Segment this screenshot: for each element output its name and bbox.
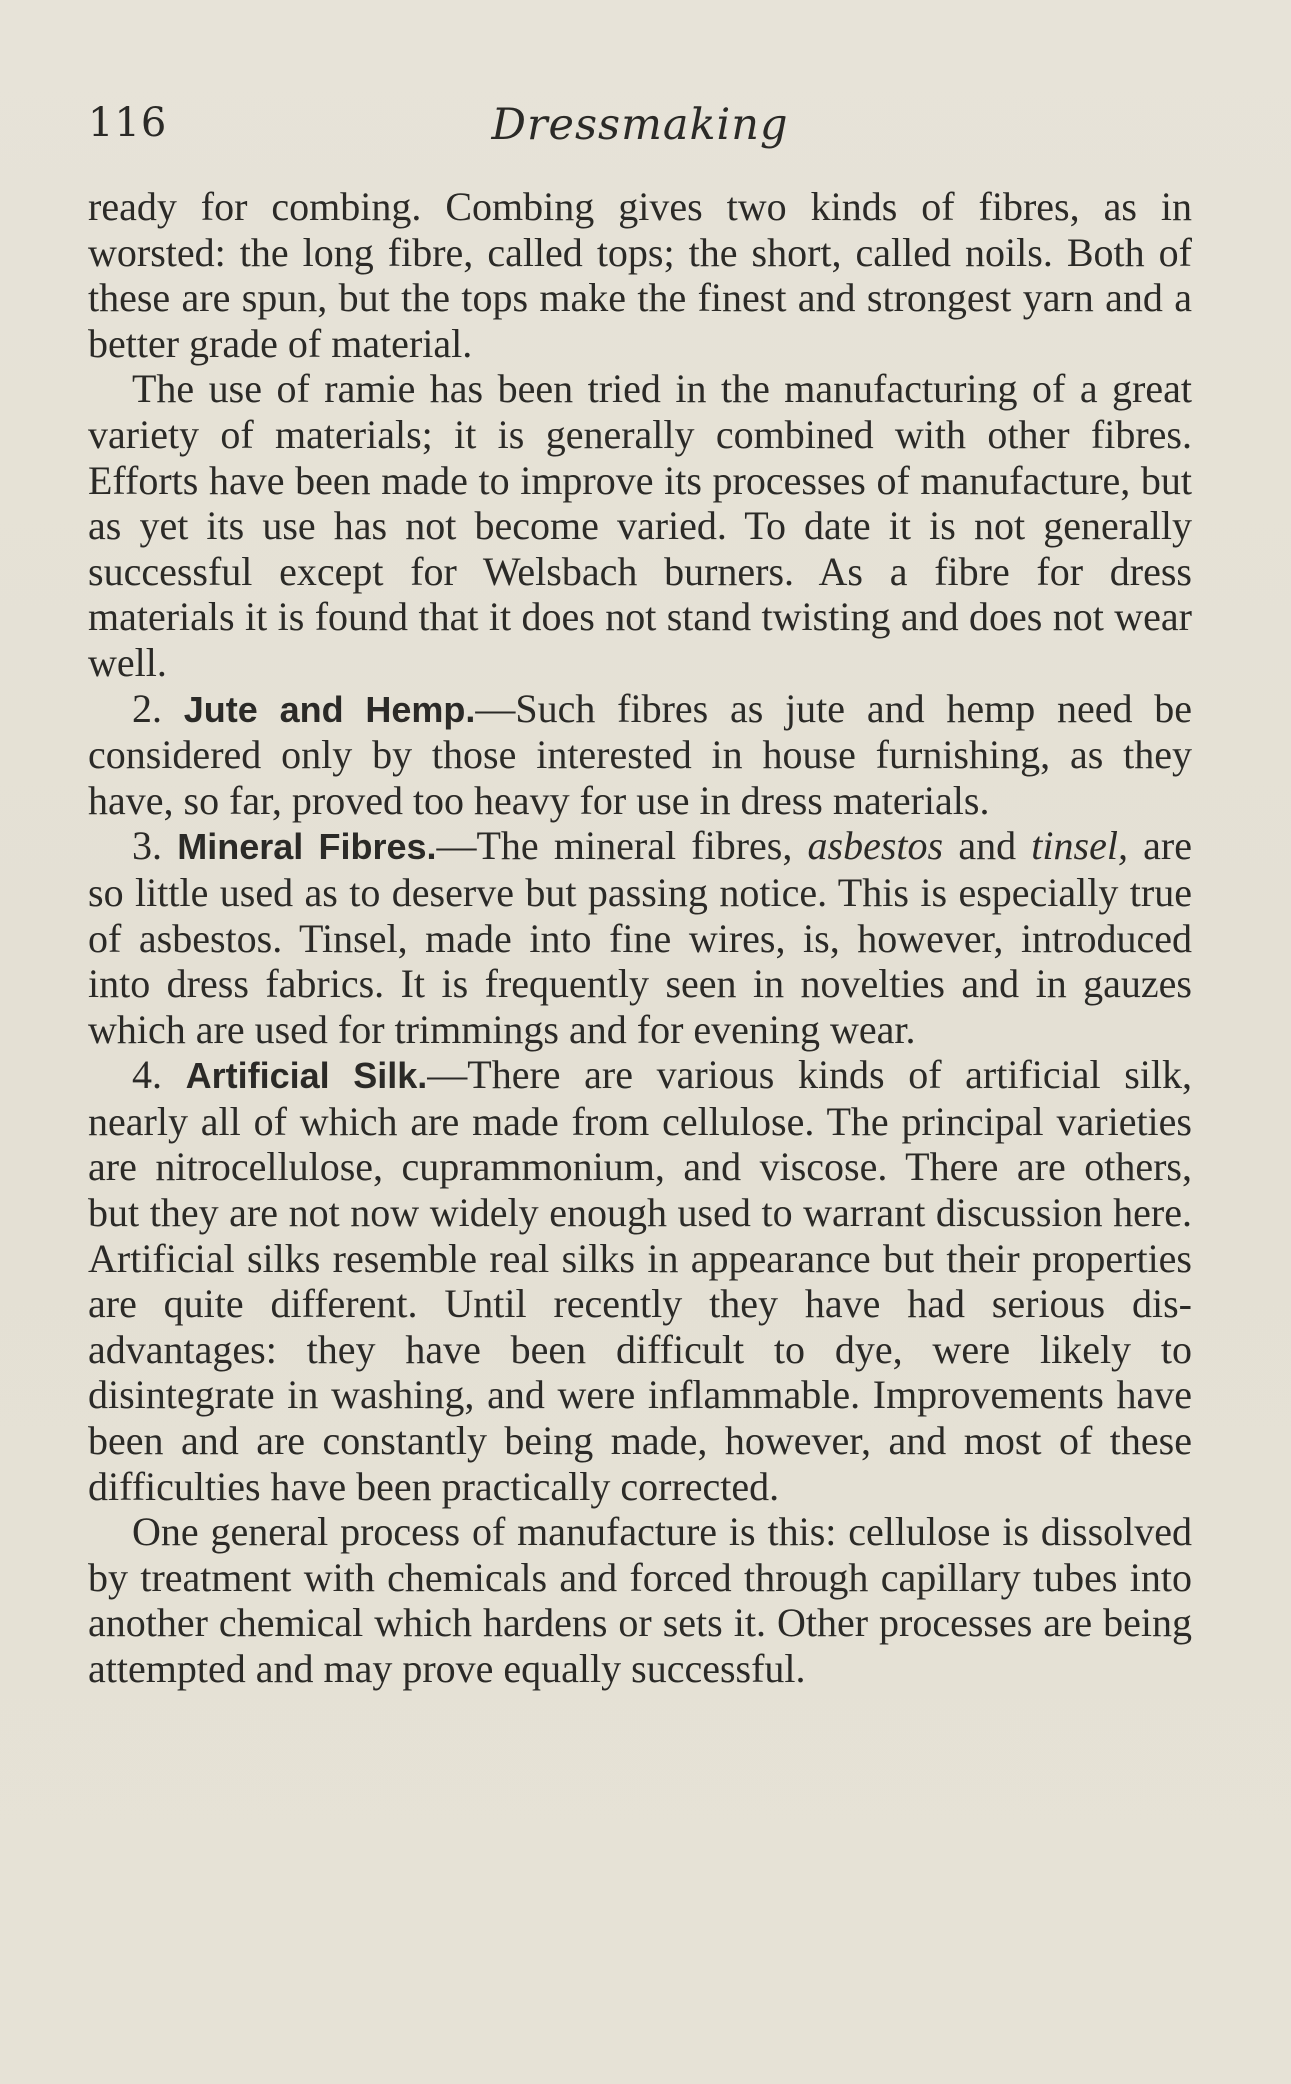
running-title: Dressmaking (491, 100, 789, 150)
paragraph-text: are so little used as to deserve but passing notice. This is especially true of asbestos. Tinsel, made into fine wires, is, however, introduced into dress fabrics. It is frequently seen in novelties and in gauzes which are used for trimmings and for evening wear. (88, 823, 1193, 1052)
paragraph-text: —The mineral fibres, (436, 823, 808, 869)
section-number: 4. (132, 1052, 162, 1098)
term-tinsel: tinsel, (1031, 823, 1128, 869)
section-heading: Mineral Fibres. (177, 826, 437, 868)
paragraph-ramie (88, 366, 1192, 685)
paragraph-text: —Such fibres as jute and hemp need be considered only by those interested in house furnishing, as they have, so far, proved too heavy for use in dress materials. (88, 685, 1193, 823)
paragraph-text: and (943, 823, 1032, 869)
section-mineral-fibres (88, 823, 1192, 1052)
section-jute-hemp (88, 686, 1192, 824)
section-heading: Jute and Hemp. (183, 688, 476, 730)
body-text (88, 184, 1192, 1692)
term-asbestos: asbestos (807, 823, 944, 869)
paragraph-text: The use of ramie has been tried in the manufacturing of a great variety of materials; it is generally combined with other fibres. Efforts have been made to improve its processes of manufacture, but as yet its use has not become varied. To date it is not generally successful except for Welsbach burners. As a fibre for dress materials it is found that it does not stand twisting and does not wear well. (88, 366, 1192, 685)
paragraph-text: —There are various kinds of artificial silk, nearly all of which are made from cellulose. The principal varieties are nitrocellulose, cuprammonium, and viscose. There are others, but they are not now widely enough used to warrant discussion here. Artificial silks resemble real silks in appearance but their properties are quite different. Until recently they have had serious disadvantages: they have been difficult to dye, were likely to disintegrate in washing, and were inflammable. Improvements have been and are constantly being made, however, and most of these difficulties have been practically corrected. (88, 1052, 1193, 1509)
paragraph-text: One general process of manufacture is this: cellulose is dissolved by treatment with chemicals and forced through capillary tubes into another chemical which hardens or sets it. Other processes are being attempted and may prove equally successful. (88, 1509, 1192, 1691)
paragraph-combing (88, 184, 1192, 366)
paragraph-text: ready for combing. Combing gives two kinds of fibres, as in worsted: the long fibre, called tops; the short, called noils. Both of these are spun, but the tops make the finest and strongest yarn and a better grade of material. (88, 184, 1192, 366)
section-artificial-silk (88, 1052, 1192, 1509)
section-number: 2. (132, 685, 162, 731)
page-number: 116 (88, 100, 168, 146)
section-number: 3. (132, 823, 162, 869)
section-heading: Artificial Silk. (185, 1055, 428, 1097)
page-header (88, 100, 1192, 160)
paragraph-process (88, 1509, 1192, 1691)
